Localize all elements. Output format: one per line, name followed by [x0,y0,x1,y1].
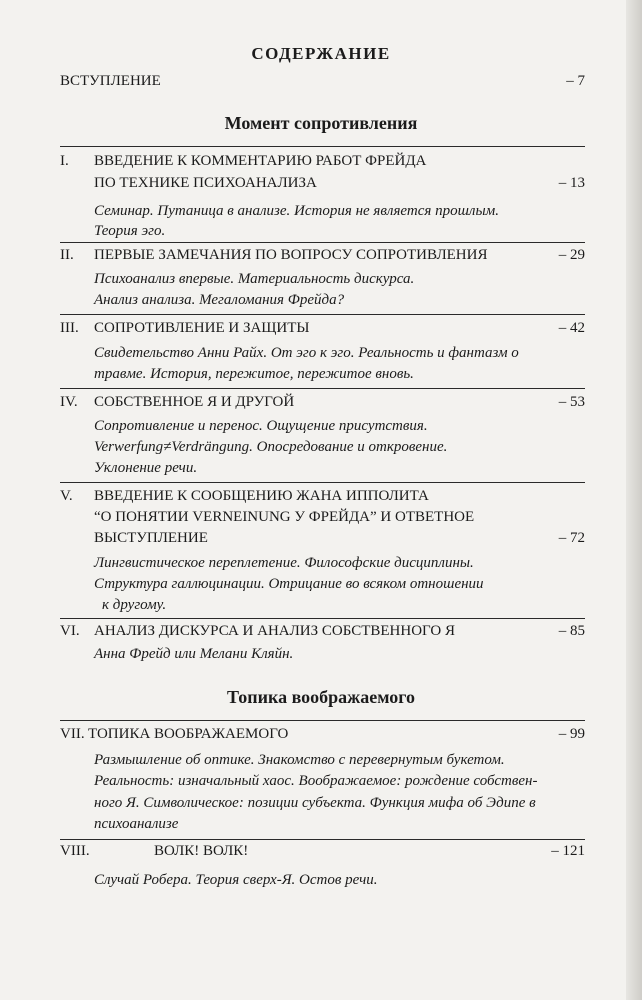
chapter-summary: Лингвистическое переплетение. Философские дисциплины. [94,555,474,571]
chapter-number: VI. [60,623,80,639]
chapter-summary: Структура галлюцинации. Отрицание во всяком отношении [94,576,484,592]
chapter-page: – 13 [558,175,585,191]
chapter-heading: “О ПОНЯТИИ VERNEINUNG У ФРЕЙДА” И ОТВЕТНОЕ [94,509,475,525]
chapter-number: II. [60,247,74,263]
chapter-heading: ТОПИКА ВООБРАЖАЕМОГО [88,726,289,742]
chapter-heading: ПЕРВЫЕ ЗАМЕЧАНИЯ ПО ВОПРОСУ СОПРОТИВЛЕНИЯ [94,247,488,263]
toc-entry [60,488,585,510]
part-title: Топика воображаемого [227,687,415,707]
part-title: Момент сопротивления [224,113,418,133]
toc-entry-heading: ВСТУПЛЕНИЕ [60,73,161,89]
divider [60,388,585,389]
toc-entry [60,153,585,175]
divider [60,314,585,315]
divider [60,242,585,243]
chapter-summary: Свидетельство Анни Райх. От эго к эго. Реальность и фантазм о [94,345,519,361]
divider [60,720,585,721]
toc-entry [60,175,585,197]
chapter-page: – 85 [558,623,585,639]
chapter-summary: Анна Фрейд или Мелани Кляйн. [94,646,294,662]
divider [60,618,585,619]
chapter-heading: ПО ТЕХНИКЕ ПСИХОАНАЛИЗА [94,175,317,191]
chapter-heading: ВОЛК! ВОЛК! [154,843,249,859]
chapter-summary: Анализ анализа. Мегаломания Фрейда? [94,292,345,308]
chapter-page: – 29 [558,247,585,263]
chapter-summary: Сопротивление и перенос. Ощущение присутствия. [94,418,428,434]
divider [60,482,585,483]
chapter-heading: ВВЕДЕНИЕ К КОММЕНТАРИЮ РАБОТ ФРЕЙДА [94,153,427,169]
toc-entry [60,530,585,552]
toc-entry-intro [60,73,585,95]
toc-entry [60,726,585,748]
chapter-heading: СОПРОТИВЛЕНИЕ И ЗАЩИТЫ [94,320,310,336]
chapter-heading: ВЫСТУПЛЕНИЕ [94,530,208,546]
toc-entry [60,394,585,416]
toc-entry-page: – 7 [566,73,585,89]
divider [60,839,585,840]
toc-entry [60,509,585,531]
toc-entry [60,320,585,342]
chapter-summary: Случай Робера. Теория сверх-Я. Остов речи. [94,872,378,888]
chapter-summary: Реальность: изначальный хаос. Воображаемое: рождение собствен- [94,773,538,789]
chapter-summary: ного Я. Символическое: позиции субъекта. Функция мифа об Эдипе в [94,795,536,811]
toc-entry [60,843,585,865]
chapter-page: – 53 [558,394,585,410]
chapter-page: – 42 [558,320,585,336]
chapter-page: – 72 [558,530,585,546]
chapter-number: IV. [60,394,78,410]
chapter-number: I. [60,153,69,169]
toc-entry [60,623,585,645]
chapter-heading: СОБСТВЕННОЕ Я И ДРУГОЙ [94,394,295,410]
divider [60,146,585,147]
page-gutter-shadow [626,0,642,1000]
page-title: СОДЕРЖАНИЕ [251,44,391,63]
chapter-heading: ВВЕДЕНИЕ К СООБЩЕНИЮ ЖАНА ИППОЛИТА [94,488,429,504]
chapter-summary: Размышление об оптике. Знакомство с перевернутым букетом. [94,752,505,768]
toc-entry [60,247,585,269]
chapter-number: V. [60,488,73,504]
chapter-summary: Теория эго. [94,223,166,239]
chapter-heading: АНАЛИЗ ДИСКУРСА И АНАЛИЗ СОБСТВЕННОГО Я [94,623,455,639]
chapter-summary: психоанализе [94,816,179,832]
chapter-page: – 99 [558,726,585,742]
chapter-summary: Психоанализ впервые. Материальность дискурса. [94,271,415,287]
chapter-number: VIII. [60,843,90,859]
chapter-summary: Уклонение речи. [94,460,198,476]
chapter-summary: Verwerfung≠Verdrängung. Опосредование и откровение. [94,439,448,455]
chapter-summary: травме. История, пережитое, пережитое вновь. [94,366,414,382]
chapter-page: – 121 [551,843,585,859]
chapter-summary: Семинар. Путаница в анализе. История не является прошлым. [94,203,499,219]
chapter-number: VII. [60,726,85,742]
chapter-number: III. [60,320,79,336]
chapter-summary: к другому. [102,597,167,613]
